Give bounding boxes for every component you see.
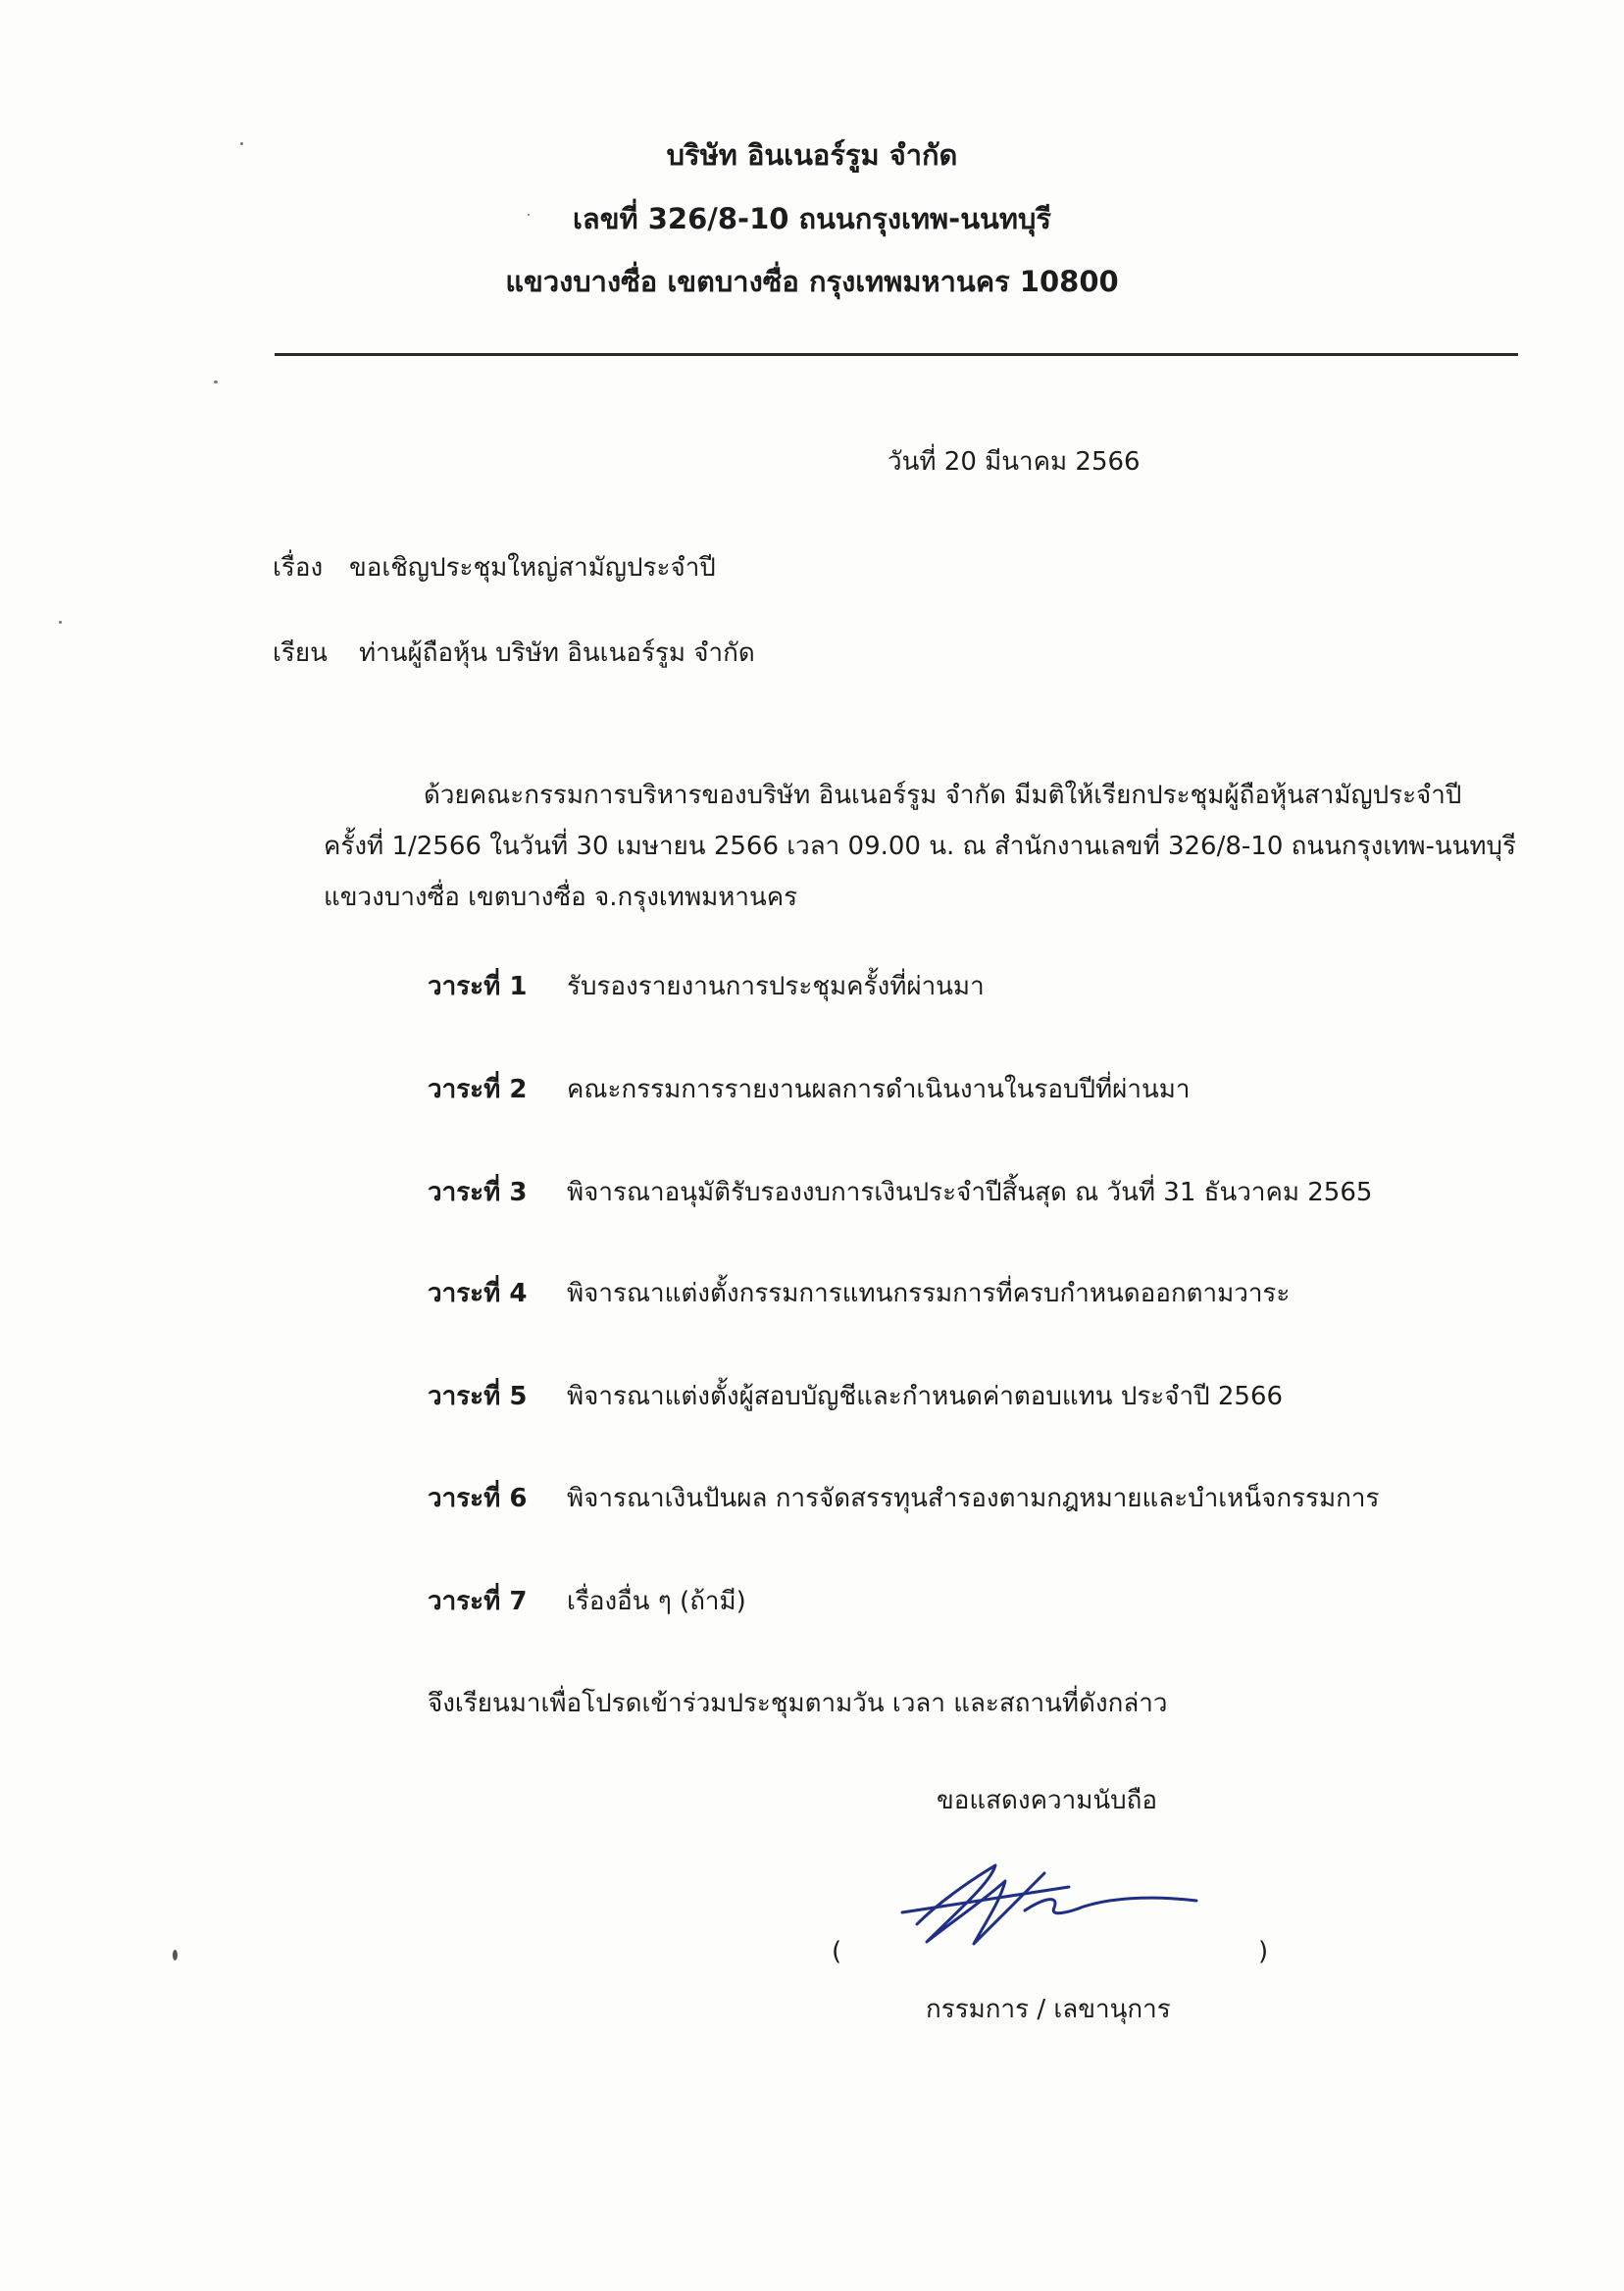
company-address-line2: แขวงบางซื่อ เขตบางซื่อ กรุงเทพมหานคร 10800 bbox=[505, 265, 1119, 298]
agenda-text: เรื่องอื่น ๆ (ถ้ามี) bbox=[567, 1587, 746, 1616]
agenda-text: พิจารณาเงินปันผล การจัดสรรทุนสำรองตามกฎหมายและบำเหน็จกรรมการ bbox=[567, 1484, 1380, 1513]
agenda-text: พิจารณาแต่งตั้งกรรมการแทนกรรมการที่ครบกำหนดออกตามวาระ bbox=[567, 1279, 1291, 1308]
scan-speck bbox=[173, 1950, 178, 1960]
recipient-text: ท่านผู้ถือหุ้น บริษัท อินเนอร์รูม จำกัด bbox=[359, 638, 755, 668]
body-line-2: ครั้งที่ 1/2566 ในวันที่ 30 เมษายน 2566 เวลา 09.00 น. ณ สำนักงานเลขที่ 326/8-10 ถนนกรุงเทพ-นนทบุรี bbox=[324, 832, 1517, 861]
name-paren-open: ( bbox=[832, 1937, 842, 1966]
agenda-label: วาระที่ 1 bbox=[428, 972, 528, 1001]
scan-speck bbox=[240, 142, 243, 145]
body-line-1: ด้วยคณะกรรมการบริหารของบริษัท อินเนอร์รูม จำกัด มีมติให้เรียกประชุมผู้ถือหุ้นสามัญประจำปี bbox=[424, 781, 1462, 810]
closing-request: จึงเรียนมาเพื่อโปรดเข้าร่วมประชุมตามวัน เวลา และสถานที่ดังกล่าว bbox=[428, 1689, 1168, 1718]
body-line-3: แขวงบางซื่อ เขตบางซื่อ จ.กรุงเทพมหานคร bbox=[324, 883, 798, 912]
scan-speck bbox=[59, 621, 62, 624]
regards-text: ขอแสดงความนับถือ bbox=[937, 1786, 1157, 1815]
handwritten-signature bbox=[897, 1854, 1211, 1961]
agenda-text: รับรองรายงานการประชุมครั้งที่ผ่านมา bbox=[567, 972, 985, 1001]
recipient-label: เรียน bbox=[273, 638, 328, 668]
signer-title: กรรมการ / เลขานุการ bbox=[926, 1995, 1171, 2024]
letterhead-divider bbox=[275, 353, 1518, 356]
agenda-text: พิจารณาแต่งตั้งผู้สอบบัญชีและกำหนดค่าตอบแทน ประจำปี 2566 bbox=[567, 1382, 1284, 1411]
name-paren-close: ) bbox=[1258, 1937, 1269, 1966]
agenda-label: วาระที่ 7 bbox=[428, 1587, 528, 1616]
agenda-text: คณะกรรมการรายงานผลการดำเนินงานในรอบปีที่ผ่านมา bbox=[567, 1075, 1191, 1104]
agenda-label: วาระที่ 4 bbox=[428, 1279, 528, 1308]
letter-date: วันที่ 20 มีนาคม 2566 bbox=[888, 447, 1141, 477]
subject-text: ขอเชิญประชุมใหญ่สามัญประจำปี bbox=[349, 553, 716, 583]
agenda-label: วาระที่ 3 bbox=[428, 1178, 528, 1207]
company-name: บริษัท อินเนอร์รูม จำกัด bbox=[666, 138, 958, 172]
scan-speck bbox=[528, 214, 530, 216]
agenda-label: วาระที่ 2 bbox=[428, 1075, 528, 1104]
agenda-text: พิจารณาอนุมัติรับรองงบการเงินประจำปีสิ้นสุด ณ วันที่ 31 ธันวาคม 2565 bbox=[567, 1178, 1373, 1207]
subject-label: เรื่อง bbox=[273, 553, 324, 583]
agenda-label: วาระที่ 5 bbox=[428, 1382, 528, 1411]
scan-speck bbox=[214, 381, 218, 383]
agenda-label: วาระที่ 6 bbox=[428, 1484, 528, 1513]
company-address-line1: เลขที่ 326/8-10 ถนนกรุงเทพ-นนทบุรี bbox=[573, 202, 1051, 235]
